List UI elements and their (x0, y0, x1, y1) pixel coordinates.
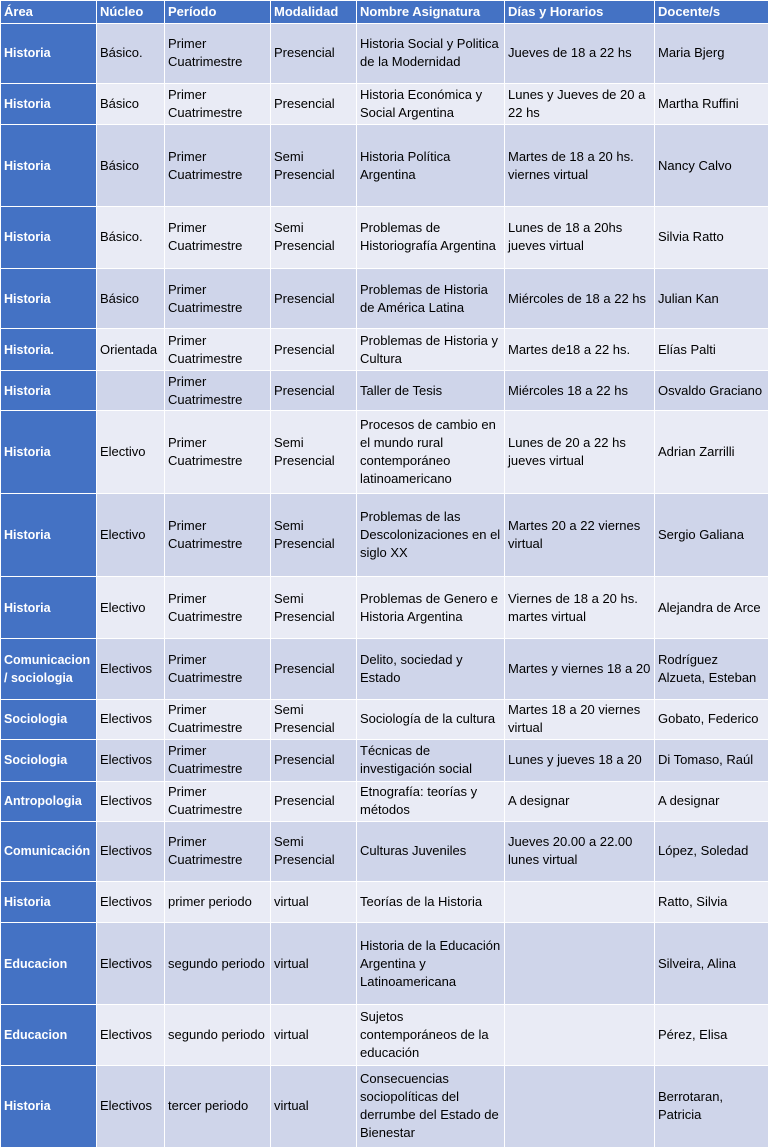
nucleo-cell: Básico (97, 83, 165, 124)
docente-cell: Pérez, Elisa (655, 1005, 768, 1066)
area-cell: Educacion (1, 1005, 97, 1066)
modalidad-cell: virtual (271, 1065, 357, 1147)
table-row (1, 207, 768, 269)
nucleo-cell: Básico. (97, 207, 165, 269)
asignatura-cell: Problemas de Historia y Cultura (357, 329, 505, 370)
asignatura-cell: Historia Política Argentina (357, 125, 505, 207)
area-cell: Historia (1, 268, 97, 329)
nucleo-cell: Orientada (97, 329, 165, 370)
modalidad-cell: Semi Presencial (271, 125, 357, 207)
periodo-cell: tercer periodo (165, 1065, 271, 1147)
periodo-cell: segundo periodo (165, 1005, 271, 1066)
asignatura-cell: Etnografía: teorías y métodos (357, 781, 505, 821)
area-cell: Historia (1, 1065, 97, 1147)
nucleo-cell: Básico. (97, 24, 165, 84)
header-asignatura: Nombre Asignatura (357, 1, 505, 24)
area-cell: Antropologia (1, 781, 97, 821)
asignatura-cell: Historia de la Educación Argentina y Latinoamericana (357, 923, 505, 1005)
table-row (1, 881, 768, 922)
modalidad-cell: virtual (271, 881, 357, 922)
nucleo-cell: Electivo (97, 577, 165, 639)
modalidad-cell: Presencial (271, 740, 357, 781)
area-cell: Historia (1, 83, 97, 124)
docente-cell: Di Tomaso, Raúl (655, 740, 768, 781)
table-row (1, 740, 768, 781)
header-modalidad: Modalidad (271, 1, 357, 24)
asignatura-cell: Problemas de Genero e Historia Argentina (357, 577, 505, 639)
table-row (1, 268, 768, 329)
area-cell: Sociologia (1, 740, 97, 781)
modalidad-cell: Presencial (271, 83, 357, 124)
table-row (1, 577, 768, 639)
asignatura-cell: Procesos de cambio en el mundo rural contemporáneo latinoamericano (357, 411, 505, 494)
periodo-cell: Primer Cuatrimestre (165, 577, 271, 639)
periodo-cell: Primer Cuatrimestre (165, 268, 271, 329)
docente-cell: Julian Kan (655, 268, 768, 329)
docente-cell: Elías Palti (655, 329, 768, 370)
area-cell: Historia (1, 370, 97, 410)
docente-cell: Alejandra de Arce (655, 577, 768, 639)
table-row (1, 494, 768, 577)
periodo-cell: Primer Cuatrimestre (165, 24, 271, 84)
horario-cell: Martes de18 a 22 hs. (505, 329, 655, 370)
nucleo-cell: Electivos (97, 740, 165, 781)
table-row (1, 699, 768, 739)
header-docentes: Docente/s (655, 1, 768, 24)
modalidad-cell: Presencial (271, 639, 357, 700)
area-cell: Historia (1, 125, 97, 207)
periodo-cell: segundo periodo (165, 923, 271, 1005)
horario-cell: Lunes y jueves 18 a 20 (505, 740, 655, 781)
table-row (1, 1005, 768, 1066)
docente-cell: Sergio Galiana (655, 494, 768, 577)
docente-cell: Rodríguez Alzueta, Esteban (655, 639, 768, 700)
horario-cell: Lunes y Jueves de 20 a 22 hs (505, 83, 655, 124)
nucleo-cell: Electivos (97, 639, 165, 700)
docente-cell: Gobato, Federico (655, 699, 768, 739)
table-row (1, 83, 768, 124)
horario-cell: Miércoles 18 a 22 hs (505, 370, 655, 410)
docente-cell: Maria Bjerg (655, 24, 768, 84)
table-row (1, 370, 768, 410)
docente-cell: Martha Ruffini (655, 83, 768, 124)
nucleo-cell: Básico (97, 268, 165, 329)
nucleo-cell: Electivos (97, 1005, 165, 1066)
table-row (1, 125, 768, 207)
horario-cell (505, 1065, 655, 1147)
horario-cell: A designar (505, 781, 655, 821)
modalidad-cell: Presencial (271, 329, 357, 370)
modalidad-cell: Semi Presencial (271, 577, 357, 639)
horario-cell (505, 1005, 655, 1066)
modalidad-cell: Presencial (271, 781, 357, 821)
asignatura-cell: Problemas de las Descolonizaciones en el siglo XX (357, 494, 505, 577)
horario-cell: Jueves 20.00 a 22.00 lunes virtual (505, 822, 655, 882)
table-row (1, 24, 768, 84)
asignatura-cell: Problemas de Historiografía Argentina (357, 207, 505, 269)
nucleo-cell: Electivos (97, 781, 165, 821)
modalidad-cell: Semi Presencial (271, 822, 357, 882)
header-periodo: Período (165, 1, 271, 24)
table-row (1, 822, 768, 882)
horario-cell (505, 923, 655, 1005)
header-area: Área (1, 1, 97, 24)
area-cell: Historia (1, 411, 97, 494)
asignatura-cell: Historia Social y Politica de la Modernidad (357, 24, 505, 84)
nucleo-cell (97, 370, 165, 410)
asignatura-cell: Culturas Juveniles (357, 822, 505, 882)
asignatura-cell: Teorías de la Historia (357, 881, 505, 922)
horario-cell (505, 881, 655, 922)
asignatura-cell: Delito, sociedad y Estado (357, 639, 505, 700)
modalidad-cell: Semi Presencial (271, 411, 357, 494)
area-cell: Comunicacion / sociologia (1, 639, 97, 700)
horario-cell: Martes 20 a 22 viernes virtual (505, 494, 655, 577)
area-cell: Historia (1, 24, 97, 84)
docente-cell: Berrotaran, Patricia (655, 1065, 768, 1147)
area-cell: Historia (1, 881, 97, 922)
table-row (1, 329, 768, 370)
modalidad-cell: virtual (271, 1005, 357, 1066)
asignatura-cell: Sociología de la cultura (357, 699, 505, 739)
asignatura-cell: Historia Económica y Social Argentina (357, 83, 505, 124)
horario-cell: Viernes de 18 a 20 hs. martes virtual (505, 577, 655, 639)
periodo-cell: Primer Cuatrimestre (165, 781, 271, 821)
nucleo-cell: Electivo (97, 494, 165, 577)
periodo-cell: Primer Cuatrimestre (165, 329, 271, 370)
asignatura-cell: Técnicas de investigación social (357, 740, 505, 781)
nucleo-cell: Electivos (97, 1065, 165, 1147)
periodo-cell: primer periodo (165, 881, 271, 922)
area-cell: Historia. (1, 329, 97, 370)
table-row (1, 781, 768, 821)
periodo-cell: Primer Cuatrimestre (165, 207, 271, 269)
horario-cell: Martes 18 a 20 viernes virtual (505, 699, 655, 739)
docente-cell: A designar (655, 781, 768, 821)
header-nucleo: Núcleo (97, 1, 165, 24)
docente-cell: Silvia Ratto (655, 207, 768, 269)
header-dias-horarios: Días y Horarios (505, 1, 655, 24)
modalidad-cell: Presencial (271, 24, 357, 84)
periodo-cell: Primer Cuatrimestre (165, 740, 271, 781)
nucleo-cell: Electivo (97, 411, 165, 494)
nucleo-cell: Básico (97, 125, 165, 207)
periodo-cell: Primer Cuatrimestre (165, 494, 271, 577)
nucleo-cell: Electivos (97, 699, 165, 739)
periodo-cell: Primer Cuatrimestre (165, 699, 271, 739)
modalidad-cell: Semi Presencial (271, 207, 357, 269)
docente-cell: Nancy Calvo (655, 125, 768, 207)
area-cell: Educacion (1, 923, 97, 1005)
nucleo-cell: Electivos (97, 822, 165, 882)
asignatura-cell: Sujetos contemporáneos de la educación (357, 1005, 505, 1066)
docente-cell: Osvaldo Graciano (655, 370, 768, 410)
modalidad-cell: Semi Presencial (271, 494, 357, 577)
horario-cell: Lunes de 18 a 20hs jueves virtual (505, 207, 655, 269)
asignatura-cell: Consecuencias sociopolíticas del derrumbe del Estado de Bienestar (357, 1065, 505, 1147)
table-row (1, 639, 768, 700)
area-cell: Historia (1, 207, 97, 269)
asignatura-cell: Taller de Tesis (357, 370, 505, 410)
periodo-cell: Primer Cuatrimestre (165, 411, 271, 494)
periodo-cell: Primer Cuatrimestre (165, 83, 271, 124)
docente-cell: López, Soledad (655, 822, 768, 882)
periodo-cell: Primer Cuatrimestre (165, 639, 271, 700)
periodo-cell: Primer Cuatrimestre (165, 822, 271, 882)
modalidad-cell: Presencial (271, 268, 357, 329)
asignatura-cell: Problemas de Historia de América Latina (357, 268, 505, 329)
modalidad-cell: Semi Presencial (271, 699, 357, 739)
area-cell: Comunicación (1, 822, 97, 882)
horario-cell: Martes de 18 a 20 hs. viernes virtual (505, 125, 655, 207)
header-row (1, 1, 768, 24)
horario-cell: Jueves de 18 a 22 hs (505, 24, 655, 84)
nucleo-cell: Electivos (97, 881, 165, 922)
horario-cell: Martes y viernes 18 a 20 (505, 639, 655, 700)
table-row (1, 923, 768, 1005)
area-cell: Historia (1, 494, 97, 577)
modalidad-cell: virtual (271, 923, 357, 1005)
horario-cell: Lunes de 20 a 22 hs jueves virtual (505, 411, 655, 494)
docente-cell: Adrian Zarrilli (655, 411, 768, 494)
area-cell: Historia (1, 577, 97, 639)
docente-cell: Silveira, Alina (655, 923, 768, 1005)
area-cell: Sociologia (1, 699, 97, 739)
docente-cell: Ratto, Silvia (655, 881, 768, 922)
periodo-cell: Primer Cuatrimestre (165, 125, 271, 207)
modalidad-cell: Presencial (271, 370, 357, 410)
nucleo-cell: Electivos (97, 923, 165, 1005)
table-row (1, 1065, 768, 1147)
horario-cell: Miércoles de 18 a 22 hs (505, 268, 655, 329)
table-row (1, 411, 768, 494)
periodo-cell: Primer Cuatrimestre (165, 370, 271, 410)
